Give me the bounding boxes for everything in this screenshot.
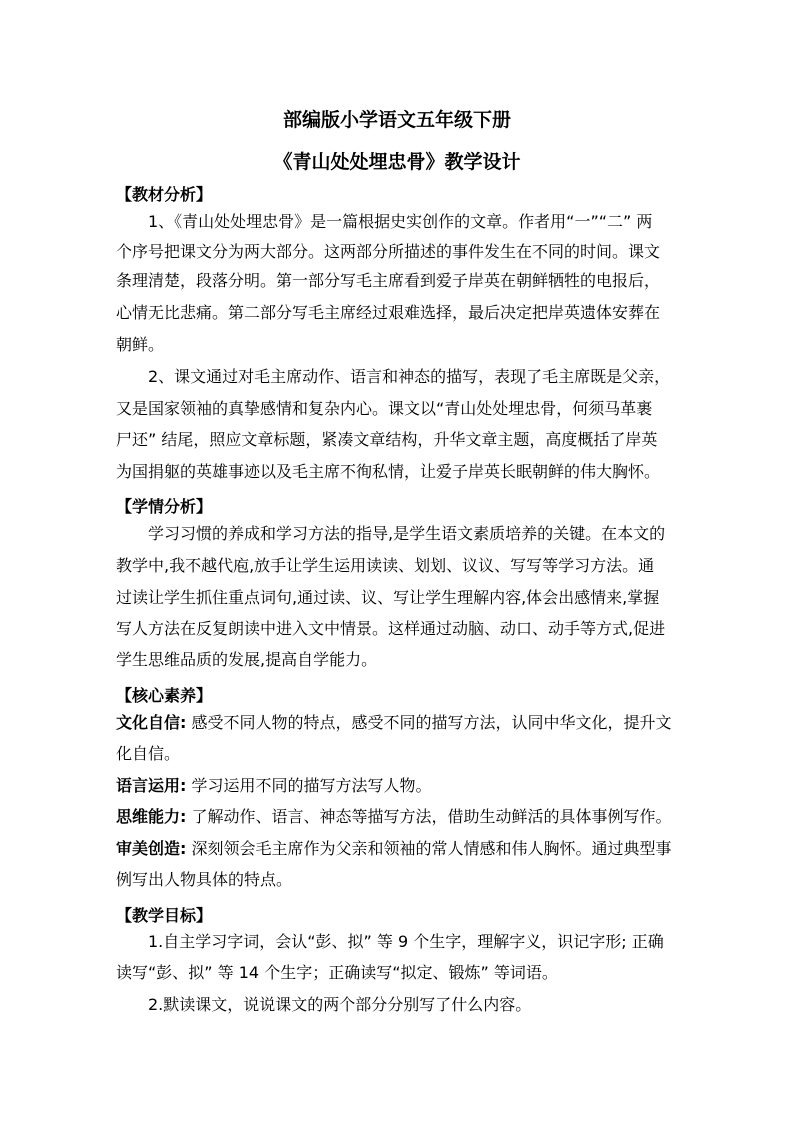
paragraph-line: 读写“彭、拟” 等 14 个生字；正确读写“拟定、锻炼” 等词语。 [116, 963, 558, 982]
thinking-ability-line [116, 809, 672, 825]
paragraph-line: 为国捐躯的英雄事迹以及毛主席不徇私情，让爱子岸英长眠朝鲜的伟大胸怀。 [116, 462, 661, 481]
section-heading-core-literacy: 【核心素养】 [116, 686, 213, 705]
document-subtitle: 《青山处处埋忠骨》教学设计 [273, 151, 521, 173]
section-heading-textbook-analysis: 【教材分析】 [116, 185, 213, 204]
aesthetic-creation-text: 深刻领会毛主席作为父亲和领袖的常人情感和伟人胸怀。通过典型事 [186, 839, 672, 858]
paragraph-line: 化自信。 [116, 744, 181, 763]
thinking-ability-label: 思维能力: [116, 807, 187, 826]
aesthetic-creation-line [116, 841, 672, 857]
paragraph-line: 学生思维品质的发展,提高自学能力。 [116, 650, 378, 669]
document-title: 部编版小学语文五年级下册 [282, 109, 511, 131]
paragraph-line: 1、《青山处处埋忠骨》是一篇根据史实创作的文章。作者用“一”“二” 两 [148, 212, 653, 231]
culture-confidence-label: 文化自信: [116, 713, 187, 732]
culture-confidence-line [116, 715, 672, 731]
paragraph-line: 过读让学生抓住重点词句,通过读、议、写让学生理解内容,体会出感情来,掌握 [116, 588, 660, 607]
paragraph-line: 写人方法在反复朗读中进入文中情景。这样通过动脑、动口、动手等方式,促进 [116, 619, 666, 638]
paragraph-line: 1.自主学习字词，会认“彭、拟” 等 9 个生字，理解字义，识记字形; 正确 [148, 932, 664, 951]
section-heading-teaching-goals: 【教学目标】 [116, 906, 213, 925]
paragraph-line: 2.默读课文，说说课文的两个部分分别写了什么内容。 [148, 995, 532, 1014]
paragraph-line: 又是国家领袖的真挚感情和复杂内心。课文以“青山处处埋忠骨，何须马革裹 [116, 399, 653, 418]
paragraph-line: 2、课文通过对毛主席动作、语言和神态的描写，表现了毛主席既是父亲， [148, 367, 671, 386]
paragraph-line: 朝鲜。 [116, 335, 165, 354]
culture-confidence-text: 感受不同人物的特点，感受不同的描写方法，认同中华文化，提升文 [186, 713, 672, 732]
language-use-label: 语言运用: [116, 776, 187, 795]
language-use-text: 学习运用不同的描写方法写人物。 [186, 776, 432, 795]
language-use-line [116, 778, 432, 794]
aesthetic-creation-label: 审美创造: [116, 839, 187, 858]
paragraph-line: 心情无比悲痛。第二部分写毛主席经过艰难选择，最后决定把岸英遗体安葬在 [116, 303, 661, 322]
paragraph-line: 例写出人物具体的特点。 [116, 870, 293, 889]
paragraph-line: 个序号把课文分为两大部分。这两部分所描述的事件发生在不同的时间。课文 [116, 242, 661, 261]
paragraph-line: 教学中,我不越代庖,放手让学生运用读读、划划、议议、写写等学习方法。通 [116, 556, 655, 575]
paragraph-line: 学习习惯的养成和学习方法的指导,是学生语文素质培养的关键。在本文的 [148, 524, 666, 543]
section-heading-learning-analysis: 【学情分析】 [116, 497, 213, 516]
thinking-ability-text: 了解动作、语言、神态等描写方法，借助生动鲜活的具体事例写作。 [186, 807, 672, 826]
paragraph-line: 条理清楚，段落分明。第一部分写毛主席看到爱子岸英在朝鲜牺牲的电报后， [116, 271, 661, 290]
paragraph-line: 尸还” 结尾，照应文章标题，紧凑文章结构，升华文章主题，高度概括了岸英 [116, 430, 658, 449]
